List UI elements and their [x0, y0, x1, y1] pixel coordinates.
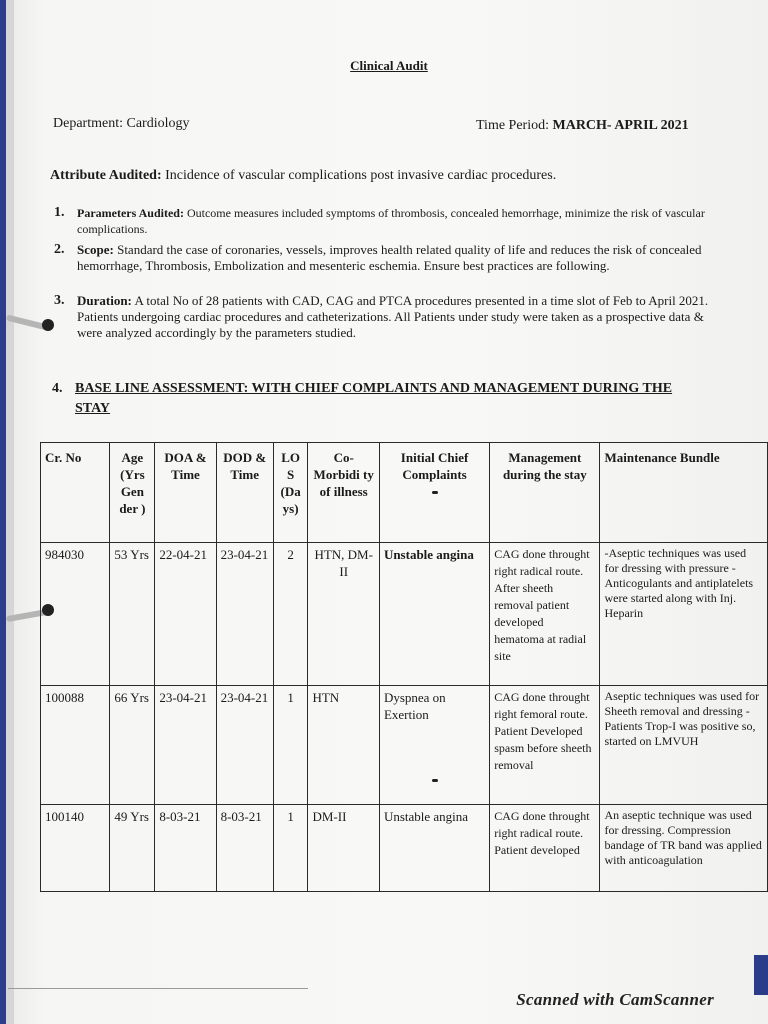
attribute-audited	[50, 168, 740, 184]
list-item-duration	[54, 293, 728, 341]
doa-cell: 23-04-21	[155, 686, 216, 805]
maintenance-cell: Aseptic techniques was used for Sheeth removal and dressing -Patients Trop-I was positive so, started on LMVUH	[600, 686, 768, 805]
list-item-label: Duration:	[77, 293, 132, 308]
scan-right-edge	[754, 955, 768, 995]
attribute-text: Incidence of vascular complications post invasive cardiac procedures.	[165, 168, 557, 183]
column-header: Cr. No	[41, 443, 110, 543]
management-cell: CAG done throught right radical route. After sheeth removal patient developed hematoma at radial site	[490, 543, 600, 686]
column-header: DOA & Time	[155, 443, 216, 543]
doa-cell: 22-04-21	[155, 543, 216, 686]
age-cell: 53 Yrs	[110, 543, 155, 686]
column-header: DOD & Time	[216, 443, 273, 543]
department-label: Department:	[53, 116, 123, 131]
los-cell: 1	[273, 805, 308, 892]
list-item-parameters	[54, 205, 728, 237]
department-line	[53, 116, 189, 132]
list-item-number: 2.	[54, 242, 65, 257]
maintenance-cell: An aseptic technique was used for dressing. Compression bandage of TR band was applied with anticoagulation	[600, 805, 768, 892]
dod-cell: 23-04-21	[216, 543, 273, 686]
section-heading	[52, 379, 702, 419]
column-header: Initial Chief Complaints	[379, 443, 489, 543]
binder-clip-dot	[42, 319, 54, 331]
pen-mark	[432, 491, 438, 494]
scan-bottom-line	[8, 988, 308, 989]
los-cell: 1	[273, 686, 308, 805]
list-item-label: Scope:	[77, 242, 114, 257]
comorbidity-cell: HTN, DM-II	[308, 543, 379, 686]
department-value: Cardiology	[126, 116, 190, 131]
list-item-number: 1.	[54, 205, 65, 220]
los-cell: 2	[273, 543, 308, 686]
pen-mark	[432, 779, 438, 782]
dod-cell: 8-03-21	[216, 805, 273, 892]
time-period-label: Time Period:	[476, 118, 549, 133]
comorbidity-cell: HTN	[308, 686, 379, 805]
column-header: Maintenance Bundle	[600, 443, 768, 543]
column-header: Management during the stay	[490, 443, 600, 543]
maintenance-cell: -Aseptic techniques was used for dressing with pressure -Anticogulants and antiplatelets were started along with Inj. Heparin	[600, 543, 768, 686]
list-item-text: A total No of 28 patients with CAD, CAG and PTCA procedures presented in a time slot of Feb to April 2021. Patients undergoing cardiac procedures and catheterizations. All Patients under study were taken as a prospective data & were analyzed accordingly by the parameters studied.	[77, 293, 709, 340]
doa-cell: 8-03-21	[155, 805, 216, 892]
document-title: Clinical Audit	[350, 58, 428, 73]
section-number: 4.	[52, 381, 63, 396]
list-item-scope	[54, 242, 728, 274]
age-cell: 49 Yrs	[110, 805, 155, 892]
cr-number-cell: 100140	[41, 805, 110, 892]
column-header: Co- Morbidi ty of illness	[308, 443, 379, 543]
complaint-cell: Unstable angina	[379, 543, 489, 686]
dod-cell: 23-04-21	[216, 686, 273, 805]
column-header: Age (Yrs Gen der )	[110, 443, 155, 543]
column-header: LO S (Da ys)	[273, 443, 308, 543]
management-cell: CAG done throught right femoral route. Patient Developed spasm before sheeth removal	[490, 686, 600, 805]
section-heading-text: BASE LINE ASSESSMENT: WITH CHIEF COMPLAINTS AND MANAGEMENT DURING THE STAY	[75, 381, 673, 416]
scanner-watermark: Scanned with CamScanner	[516, 990, 714, 1009]
table-row	[41, 805, 768, 892]
audit-table	[40, 442, 768, 892]
age-cell: 66 Yrs	[110, 686, 155, 805]
scan-left-edge	[0, 0, 14, 1024]
list-item-text: Standard the case of coronaries, vessels, improves health related quality of life and reduces the risk of concealed hemorrhage, Thrombosis, Embolization and mesenteric eschemia. Ensure best practices are following.	[77, 242, 702, 273]
cr-number-cell: 984030	[41, 543, 110, 686]
cr-number-cell: 100088	[41, 686, 110, 805]
table-header-row	[41, 443, 768, 543]
list-item-label: Parameters Audited:	[77, 206, 184, 220]
list-item-text: Outcome measures included symptoms of thrombosis, concealed hemorrhage, minimize the risk of vascular complications.	[77, 206, 705, 236]
complaint-cell: Dyspnea on Exertion	[379, 686, 489, 805]
complaint-cell: Unstable angina	[379, 805, 489, 892]
table-row	[41, 686, 768, 805]
time-period-value: MARCH- APRIL 2021	[552, 118, 689, 133]
list-item-number: 3.	[54, 293, 65, 308]
time-period-line	[476, 118, 689, 134]
management-cell: CAG done throught right radical route. Patient developed	[490, 805, 600, 892]
comorbidity-cell: DM-II	[308, 805, 379, 892]
table-row	[41, 543, 768, 686]
attribute-label: Attribute Audited:	[50, 168, 162, 183]
